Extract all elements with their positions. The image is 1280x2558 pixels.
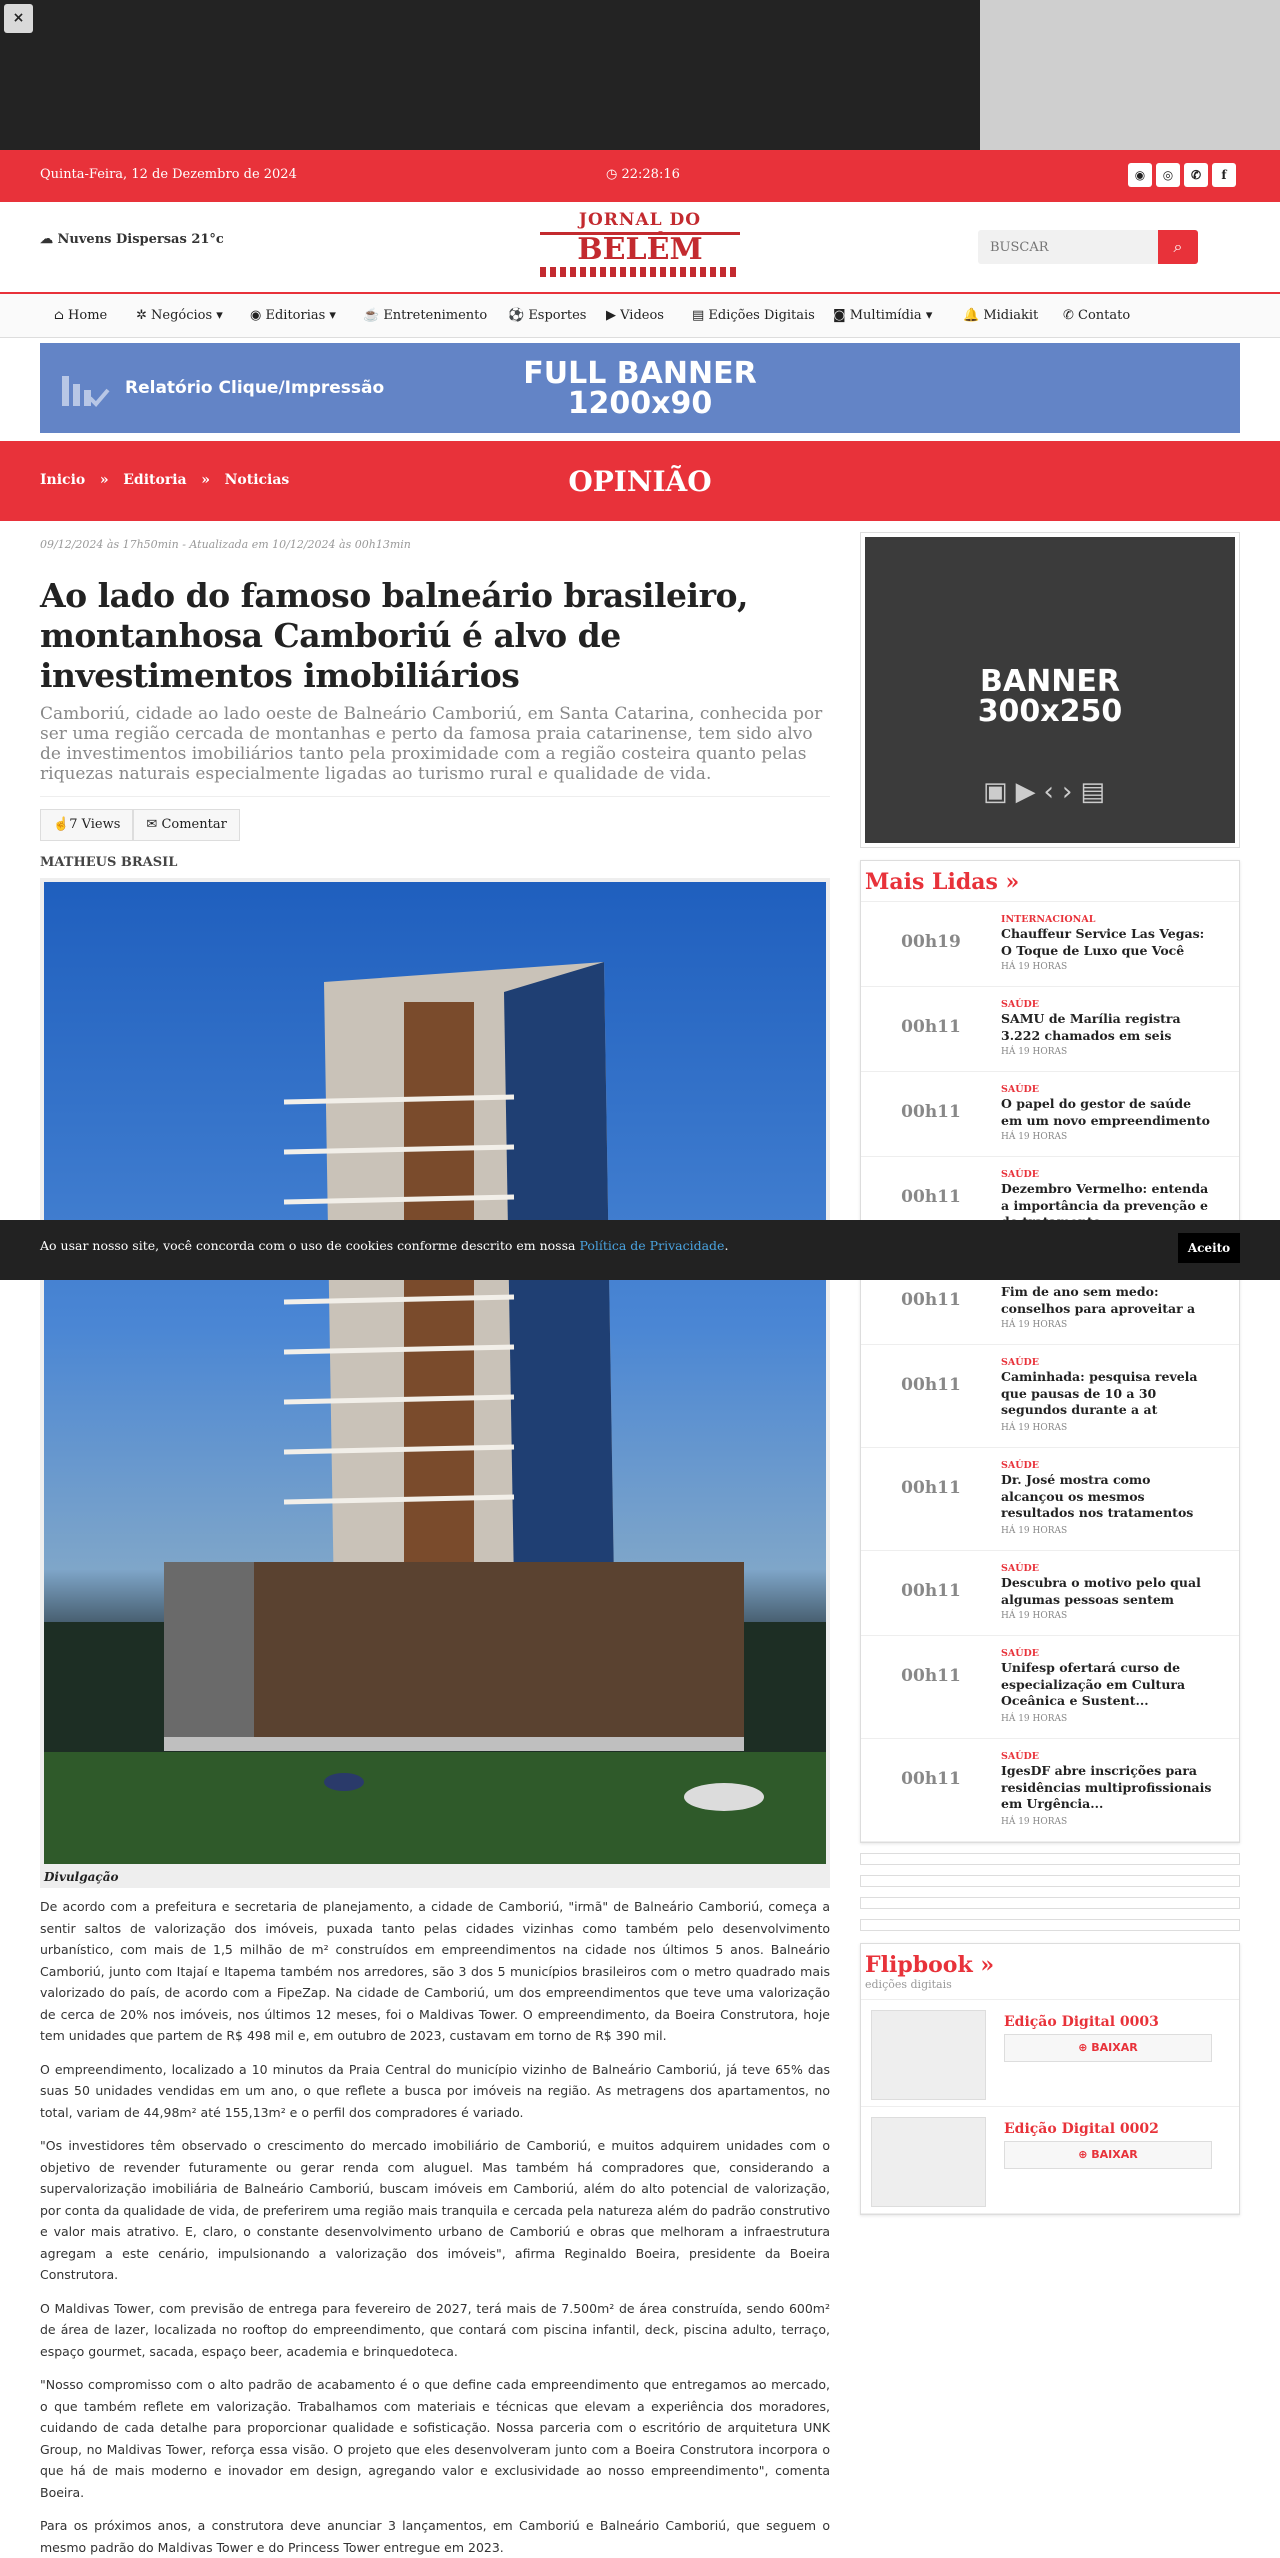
nav-home[interactable]: ⌂ Home: [54, 308, 108, 323]
list-item[interactable]: 00h11 SAÚDE Unifesp ofertará curso de especialização em Cultura Oceânica e Sustent... HÁ 19 HORAS: [861, 1636, 1239, 1739]
section-header: [0, 441, 1280, 521]
article-subtitle: Camboriú, cidade ao lado oeste de Balneário Camboriú, em Santa Catarina, conhecida por ser uma região cercada de montanhas e perto da famosa praia catarinense, tem sido alvo de investimentos imobiliários tanto pela proximidade com a região costeira quanto pelas riquezas naturais especialmente ligadas ao turismo rural e qualidade de vida.: [40, 704, 830, 797]
logo-pattern: [540, 267, 740, 277]
article-paragraph: O Maldivas Tower, com previsão de entrega para fevereiro de 2027, terá mais de 7.500m² de área construída, sendo 600m² de área de lazer, localizada no rooftop do empreendimento, que contará com piscina infantil, deck, piscina adulto, terraço, espaço gourmet, sacada, espaço beer, academia e brinquedoteca.: [40, 2300, 830, 2359]
close-button[interactable]: ×: [4, 4, 33, 33]
article-photo: [40, 878, 830, 1868]
list-item[interactable]: 00h11 SAÚDE IgesDF abre inscrições para residências multiprofissionais em Urgência... HÁ 19 HORAS: [861, 1739, 1239, 1842]
section-title: OPINIÃO: [568, 465, 712, 498]
nav-multimidia[interactable]: ◙ Multimídia ▾: [833, 308, 933, 323]
empty-panel: [860, 1853, 1240, 1865]
current-time: ◷ 22:28:16: [606, 167, 680, 182]
comment-button[interactable]: ✉ Comentar: [133, 809, 239, 841]
facebook-icon[interactable]: f: [1212, 163, 1236, 187]
main-nav: [0, 294, 1280, 338]
download-button[interactable]: ⊕ BAIXAR: [1004, 2141, 1212, 2169]
nav-midiakit[interactable]: 🔔 Midiakit: [963, 308, 1039, 323]
empty-panel: [860, 1919, 1240, 1931]
search-box: [978, 230, 1198, 264]
list-item[interactable]: 00h11 Fim de ano sem medo: conselhos para aproveitar a HÁ 19 HORAS: [861, 1260, 1239, 1345]
full-banner-ad[interactable]: [40, 343, 1240, 433]
nav-negocios[interactable]: ✲ Negócios ▾: [136, 308, 223, 323]
breadcrumb-editoria[interactable]: Editoria: [123, 472, 187, 488]
media-type-icons: ▣▶‹›▤: [983, 777, 1113, 807]
thumbs-up-icon: ☝: [53, 817, 70, 832]
flipbook-item: [861, 2107, 1239, 2214]
edition-name[interactable]: Edição Digital 0002: [1004, 2121, 1159, 2137]
article-body: [40, 1896, 830, 2558]
flipbook-subtitle: edições digitais: [861, 1978, 1239, 2000]
top-bar: [0, 150, 1280, 202]
edition-cover-image[interactable]: [871, 2010, 986, 2100]
flipbook-title[interactable]: Flipbook »: [865, 1952, 995, 1978]
list-item[interactable]: 00h19 INTERNACIONAL Chauffeur Service Las Vegas: O Toque de Luxo que Você HÁ 19 HORAS: [861, 902, 1239, 987]
chevron-right-icon: »: [191, 472, 220, 488]
list-item[interactable]: 00h11 SAÚDE Dr. José mostra como alcançou os mesmos resultados nos tratamentos HÁ 19 HORAS: [861, 1448, 1239, 1551]
article-meta: 09/12/2024 às 17h50min - Atualizada em 10/12/2024 às 00h13min: [40, 538, 411, 551]
list-item[interactable]: 00h11 SAÚDE Caminhada: pesquisa revela que pausas de 10 a 30 segundos durante a at HÁ 19 HORAS: [861, 1345, 1239, 1448]
mais-lidas-title[interactable]: Mais Lidas »: [861, 861, 1239, 902]
article-paragraph: Para os próximos anos, a construtora deve anunciar 3 lançamentos, em Camboriú e Balneário Camboriú, que seguem o mesmo padrão do Maldivas Tower e do Princess Tower entregue em 2023.: [40, 2518, 830, 2555]
search-input[interactable]: [978, 230, 1153, 264]
weather-widget: ☁ Nuvens Dispersas 21°c: [40, 232, 224, 247]
flipbook-item: [861, 2000, 1239, 2107]
cookie-text: Ao usar nosso site, você concorda com o uso de cookies conforme descrito em nossa Política de Privacidade.: [40, 1238, 729, 1253]
top-ad-slot: [980, 0, 1280, 150]
download-button[interactable]: ⊕ BAIXAR: [1004, 2034, 1212, 2062]
nav-edicoes-digitais[interactable]: ▤ Edições Digitais: [692, 308, 815, 323]
edition-cover-image[interactable]: [871, 2117, 986, 2207]
accept-cookies-button[interactable]: Aceito: [1178, 1233, 1240, 1263]
empty-panel: [860, 1875, 1240, 1887]
instagram-icon[interactable]: ◎: [1156, 163, 1180, 187]
site-logo[interactable]: JORNAL DO BELÉM: [540, 210, 740, 286]
article-author: MATHEUS BRASIL: [40, 855, 178, 870]
article-paragraph: "Nosso compromisso com o alto padrão de acabamento é o que define cada empreendimento que entregamos ao mercado, o que também reflete em valorização. Trabalhamos com materiais e técnicas que elevam a experiência dos moradores, cuidando de cada detalhe para proporcionar qualidade e sofisticação. Nossa parceria com o escritório de arquitetura UNK Group, no Maldivas Tower, reforça essa visão. O projeto que eles desenvolveram junto com a Boeira Construtora incorpora o que há de mais moderno e inovador em design, agregando valor e exclusividade ao nosso empreendimento", comenta Boeira.: [40, 2377, 830, 2500]
nav-videos[interactable]: ▶ Videos: [606, 308, 664, 323]
article-paragraph: O empreendimento, localizado a 10 minutos da Praia Central do município vizinho de Balneário Camboriú, já teve 65% das suas 50 unidades vendidas em um ano, o que reflete a busca por imóveis na região. As metragens dos apartamentos, no total, variam de 44,98m² até 155,13m² e o perfil dos compradores é variado.: [40, 2061, 830, 2120]
article-paragraph: De acordo com a prefeitura e secretaria de planejamento, a cidade de Camboriú, "irmã" de Balneário Camboriú, começa a sentir saltos de valorização dos imóveis, puxada tanto pelas cidades vizinhas como também pelo desenvolvimento urbanístico, com mais de 1,5 milhão de m² construídos em empreendimentos na cidade nos últimos 5 anos. Balneário Camboriú, junto com Itajaí e Itapema também nos arredores, são 3 dos 5 municípios brasileiros com o metro quadrado mais valorizado do país, de acordo com a FipeZap. Na cidade de Camboriú, um dos empreendimentos que teve uma valorização de cerca de 20% nos imóveis, nos últimos 12 meses, foi o Maldivas Tower. O empreendimento, da Boeira Construtora, hoje tem unidades que partem de R$ 498 mil e, em outubro de 2023, custavam em torno de R$ 390 mil.: [40, 1899, 830, 2043]
article-paragraph: "Os investidores têm observado o crescimento do mercado imobiliário de Camboriú, e muitos adquirem unidades com o objetivo de revender futuramente ou gerar renda com aluguel. Mas também há compradores que, considerando a supervalorização imobiliária de Balneário Camboriú, buscam imóveis em Camboriú, além do alto potencial de valorização, por conta da qualidade de vida, de preferirem uma região mais tranquila e cercada pela natureza além do padrão construtivo e valor mais atrativo. E, claro, o constante desenvolvimento urbano de Camboriú e obras que melhoram a infraestrutura agregam a este cenário, impulsionando a valorização dos imóveis", afirma Reginaldo Boeira, presidente da Boeira Construtora.: [40, 2138, 830, 2282]
cloud-icon: ☁: [40, 232, 58, 247]
current-date: Quinta-Feira, 12 de Dezembro de 2024: [40, 167, 297, 182]
nav-editorias[interactable]: ◉ Editorias ▾: [250, 308, 336, 323]
report-chart-icon: [60, 368, 110, 408]
mais-lidas-panel: [860, 860, 1240, 1843]
site-header: [0, 202, 1280, 294]
flipbook-panel: [860, 1943, 1240, 2215]
list-item[interactable]: 00h11 SAÚDE Descubra o motivo pelo qual algumas pessoas sentem HÁ 19 HORAS: [861, 1551, 1239, 1636]
edition-name[interactable]: Edição Digital 0003: [1004, 2014, 1159, 2030]
nav-esportes[interactable]: ⚽ Esportes: [508, 308, 587, 323]
banner-report-label: Relatório Clique/Impressão: [125, 378, 385, 398]
article-title: Ao lado do famoso balneário brasileiro, montanhosa Camboriú é alvo de investimentos imobiliários: [40, 576, 748, 695]
banner-size-label: FULL BANNER 1200x90: [523, 356, 757, 421]
list-item[interactable]: 00h11 SAÚDE Dezembro Vermelho: entenda a importância da prevenção e: [861, 1157, 1239, 1260]
search-icon: ⌕: [1173, 237, 1183, 256]
side-banner-ad[interactable]: [860, 532, 1240, 848]
breadcrumb-inicio[interactable]: Inicio: [40, 472, 86, 488]
side-banner-label: BANNER 300x250: [977, 664, 1123, 729]
search-button[interactable]: [1158, 230, 1198, 264]
chevron-right-icon: »: [90, 472, 119, 488]
building-illustration: [44, 882, 826, 1864]
article: [40, 538, 830, 2558]
comment-icon: ✉: [146, 817, 162, 832]
list-item[interactable]: 00h11 SAÚDE O papel do gestor de saúde em um novo empreendimento HÁ 19 HORAS: [861, 1072, 1239, 1157]
views-counter: ☝7 Views: [40, 809, 133, 841]
article-actions: [40, 809, 830, 841]
nav-contato[interactable]: ✆ Contato: [1063, 308, 1131, 323]
breadcrumb-noticias[interactable]: Noticias: [224, 472, 290, 488]
whatsapp-icon[interactable]: ✆: [1184, 163, 1208, 187]
empty-panel: [860, 1897, 1240, 1909]
photo-caption: Divulgação: [40, 1868, 830, 1888]
clock-icon: ◷: [606, 167, 622, 182]
sidebar: [860, 532, 1240, 2215]
rss-icon[interactable]: ◉: [1128, 163, 1152, 187]
nav-entretenimento[interactable]: ☕ Entretenimento: [363, 308, 488, 323]
list-item[interactable]: 00h11 SAÚDE SAMU de Marília registra 3.222 chamados em seis HÁ 19 HORAS: [861, 987, 1239, 1072]
privacy-policy-link[interactable]: Política de Privacidade: [579, 1238, 725, 1253]
cookie-banner: [0, 1220, 1280, 1280]
